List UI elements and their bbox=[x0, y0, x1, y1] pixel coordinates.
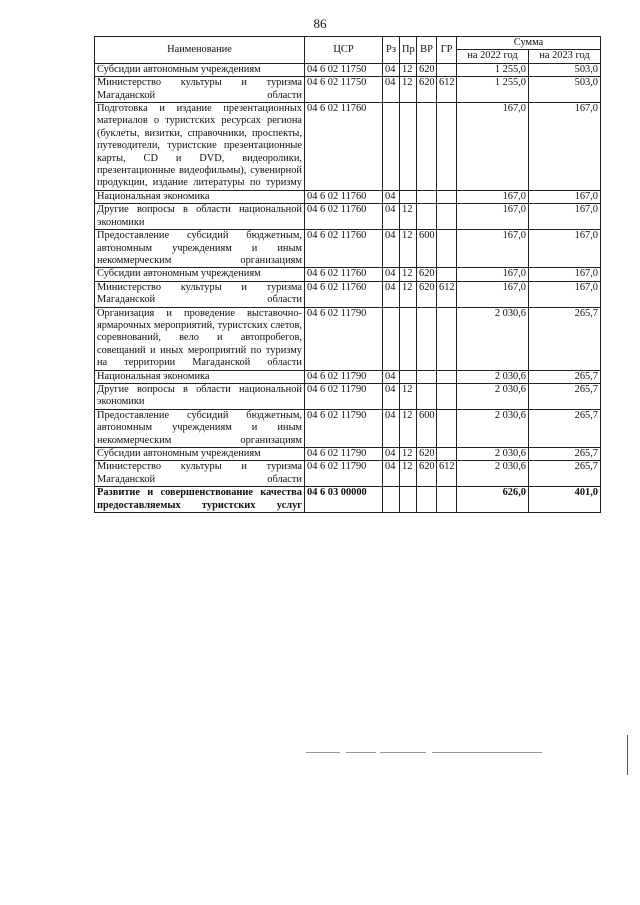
row-name: Другие вопросы в области национальной экономики bbox=[95, 383, 305, 409]
row-pr: 12 bbox=[400, 204, 417, 230]
header-csr: ЦСР bbox=[305, 37, 383, 64]
row-rz: 04 bbox=[383, 63, 400, 76]
row-vr: 620 bbox=[417, 281, 437, 307]
row-sum-2023: 503,0 bbox=[529, 77, 601, 103]
row-vr bbox=[417, 487, 437, 513]
header-vr: ВР bbox=[417, 37, 437, 64]
table-row bbox=[95, 190, 601, 203]
row-pr: 12 bbox=[400, 461, 417, 487]
header-name: Наименование bbox=[95, 37, 305, 64]
row-pr: 12 bbox=[400, 409, 417, 447]
row-vr bbox=[417, 204, 437, 230]
row-rz: 04 bbox=[383, 268, 400, 281]
row-csr: 04 6 03 00000 bbox=[305, 487, 383, 513]
table-body bbox=[95, 63, 601, 512]
table-row bbox=[95, 409, 601, 447]
row-csr: 04 6 02 11760 bbox=[305, 204, 383, 230]
row-gr bbox=[437, 487, 457, 513]
table-row bbox=[95, 204, 601, 230]
header-sum: Сумма bbox=[457, 37, 601, 50]
row-pr: 12 bbox=[400, 383, 417, 409]
footer-line bbox=[432, 752, 542, 753]
row-vr bbox=[417, 370, 437, 383]
row-pr: 12 bbox=[400, 268, 417, 281]
row-sum-2022: 167,0 bbox=[457, 281, 529, 307]
row-rz: 04 bbox=[383, 448, 400, 461]
row-pr: 12 bbox=[400, 77, 417, 103]
row-csr: 04 6 02 11790 bbox=[305, 448, 383, 461]
row-sum-2022: 167,0 bbox=[457, 103, 529, 191]
row-name: Субсидии автономным учреждениям bbox=[95, 63, 305, 76]
row-sum-2022: 167,0 bbox=[457, 268, 529, 281]
row-vr: 620 bbox=[417, 63, 437, 76]
row-pr bbox=[400, 103, 417, 191]
header-pr: Пр bbox=[400, 37, 417, 64]
row-sum-2022: 2 030,6 bbox=[457, 448, 529, 461]
row-sum-2022: 1 255,0 bbox=[457, 63, 529, 76]
row-rz: 04 bbox=[383, 461, 400, 487]
table-row bbox=[95, 230, 601, 268]
row-sum-2023: 265,7 bbox=[529, 448, 601, 461]
table-row bbox=[95, 63, 601, 76]
table-row bbox=[95, 448, 601, 461]
row-pr: 12 bbox=[400, 281, 417, 307]
row-gr bbox=[437, 370, 457, 383]
header-2023: на 2023 год bbox=[529, 50, 601, 63]
row-csr: 04 6 02 11750 bbox=[305, 63, 383, 76]
row-sum-2022: 167,0 bbox=[457, 204, 529, 230]
row-pr bbox=[400, 370, 417, 383]
row-csr: 04 6 02 11790 bbox=[305, 307, 383, 370]
row-sum-2022: 2 030,6 bbox=[457, 409, 529, 447]
row-rz: 04 bbox=[383, 370, 400, 383]
row-sum-2022: 1 255,0 bbox=[457, 77, 529, 103]
row-sum-2022: 2 030,6 bbox=[457, 370, 529, 383]
row-name: Национальная экономика bbox=[95, 190, 305, 203]
header-2022: на 2022 год bbox=[457, 50, 529, 63]
row-csr: 04 6 02 11760 bbox=[305, 268, 383, 281]
row-name: Развитие и совершенствование качества предоставляемых туристских услуг bbox=[95, 487, 305, 513]
row-sum-2023: 265,7 bbox=[529, 409, 601, 447]
row-sum-2023: 265,7 bbox=[529, 307, 601, 370]
row-vr: 620 bbox=[417, 448, 437, 461]
footer-line bbox=[306, 752, 340, 753]
row-rz: 04 bbox=[383, 383, 400, 409]
row-gr bbox=[437, 448, 457, 461]
row-vr: 600 bbox=[417, 409, 437, 447]
row-sum-2023: 167,0 bbox=[529, 230, 601, 268]
row-name: Предоставление субсидий бюджетным, автономным учреждениям и иным некоммерческим организациям bbox=[95, 409, 305, 447]
row-sum-2023: 503,0 bbox=[529, 63, 601, 76]
row-sum-2022: 2 030,6 bbox=[457, 307, 529, 370]
margin-mark bbox=[627, 735, 628, 775]
row-csr: 04 6 02 11790 bbox=[305, 409, 383, 447]
row-name: Министерство культуры и туризма Магаданской области bbox=[95, 461, 305, 487]
row-name: Предоставление субсидий бюджетным, автономным учреждениям и иным некоммерческим организациям bbox=[95, 230, 305, 268]
row-gr bbox=[437, 268, 457, 281]
page-number: 86 bbox=[313, 16, 327, 31]
row-gr bbox=[437, 63, 457, 76]
row-vr: 620 bbox=[417, 268, 437, 281]
row-pr bbox=[400, 307, 417, 370]
row-rz: 04 bbox=[383, 281, 400, 307]
row-csr: 04 6 02 11760 bbox=[305, 190, 383, 203]
row-name: Организация и проведение выставочно-ярмарочных мероприятий, туристских слетов, соревнований, вело и автопробегов, совещаний и иных мероприятий по туризму на территории Магаданской области bbox=[95, 307, 305, 370]
row-rz bbox=[383, 487, 400, 513]
row-sum-2022: 167,0 bbox=[457, 190, 529, 203]
row-gr: 612 bbox=[437, 461, 457, 487]
table-row bbox=[95, 383, 601, 409]
row-csr: 04 6 02 11760 bbox=[305, 230, 383, 268]
row-rz: 04 bbox=[383, 190, 400, 203]
row-sum-2023: 265,7 bbox=[529, 461, 601, 487]
header-rz: Рз bbox=[383, 37, 400, 64]
row-vr bbox=[417, 190, 437, 203]
row-name: Министерство культуры и туризма Магаданской области bbox=[95, 77, 305, 103]
row-pr: 12 bbox=[400, 230, 417, 268]
row-sum-2023: 167,0 bbox=[529, 204, 601, 230]
row-name: Субсидии автономным учреждениям bbox=[95, 268, 305, 281]
row-csr: 04 6 02 11790 bbox=[305, 461, 383, 487]
row-name: Субсидии автономным учреждениям bbox=[95, 448, 305, 461]
row-sum-2022: 2 030,6 bbox=[457, 383, 529, 409]
row-name: Другие вопросы в области национальной экономики bbox=[95, 204, 305, 230]
row-gr bbox=[437, 307, 457, 370]
row-gr: 612 bbox=[437, 77, 457, 103]
row-rz: 04 bbox=[383, 204, 400, 230]
row-csr: 04 6 02 11750 bbox=[305, 77, 383, 103]
table-row bbox=[95, 461, 601, 487]
header-row bbox=[95, 37, 601, 50]
row-rz: 04 bbox=[383, 230, 400, 268]
row-sum-2023: 167,0 bbox=[529, 281, 601, 307]
row-sum-2022: 167,0 bbox=[457, 230, 529, 268]
table-row bbox=[95, 281, 601, 307]
row-csr: 04 6 02 11760 bbox=[305, 281, 383, 307]
row-sum-2023: 167,0 bbox=[529, 103, 601, 191]
row-sum-2023: 401,0 bbox=[529, 487, 601, 513]
row-rz bbox=[383, 307, 400, 370]
row-sum-2022: 2 030,6 bbox=[457, 461, 529, 487]
header-gr: ГР bbox=[437, 37, 457, 64]
row-gr bbox=[437, 409, 457, 447]
row-sum-2022: 626,0 bbox=[457, 487, 529, 513]
row-sum-2023: 167,0 bbox=[529, 190, 601, 203]
row-pr: 12 bbox=[400, 448, 417, 461]
row-name: Подготовка и издание презентационных материалов о туристских ресурсах региона (буклеты, визитки, справочники, проспекты, путеводители, туристские презентационные карты, CD и DVD, видеоролики, презентационные видеофильмы), сувенирной продукции, издание литературы по туризму bbox=[95, 103, 305, 191]
row-rz: 04 bbox=[383, 409, 400, 447]
row-csr: 04 6 02 11790 bbox=[305, 370, 383, 383]
row-sum-2023: 265,7 bbox=[529, 370, 601, 383]
footer-line bbox=[346, 752, 376, 753]
row-vr bbox=[417, 307, 437, 370]
row-vr bbox=[417, 103, 437, 191]
row-rz: 04 bbox=[383, 77, 400, 103]
table-row bbox=[95, 268, 601, 281]
footer-line bbox=[380, 752, 426, 753]
row-csr: 04 6 02 11790 bbox=[305, 383, 383, 409]
table-row bbox=[95, 103, 601, 191]
row-vr: 600 bbox=[417, 230, 437, 268]
row-sum-2023: 167,0 bbox=[529, 268, 601, 281]
row-gr bbox=[437, 190, 457, 203]
row-name: Министерство культуры и туризма Магаданской области bbox=[95, 281, 305, 307]
row-vr: 620 bbox=[417, 461, 437, 487]
row-vr: 620 bbox=[417, 77, 437, 103]
row-vr bbox=[417, 383, 437, 409]
row-gr bbox=[437, 383, 457, 409]
table-row bbox=[95, 370, 601, 383]
row-gr: 612 bbox=[437, 281, 457, 307]
row-csr: 04 6 02 11760 bbox=[305, 103, 383, 191]
table-row bbox=[95, 307, 601, 370]
row-gr bbox=[437, 204, 457, 230]
row-rz bbox=[383, 103, 400, 191]
row-pr bbox=[400, 487, 417, 513]
table-row bbox=[95, 77, 601, 103]
budget-table bbox=[94, 36, 601, 513]
row-gr bbox=[437, 230, 457, 268]
row-pr bbox=[400, 190, 417, 203]
table-row bbox=[95, 487, 601, 513]
row-sum-2023: 265,7 bbox=[529, 383, 601, 409]
row-name: Национальная экономика bbox=[95, 370, 305, 383]
row-pr: 12 bbox=[400, 63, 417, 76]
row-gr bbox=[437, 103, 457, 191]
